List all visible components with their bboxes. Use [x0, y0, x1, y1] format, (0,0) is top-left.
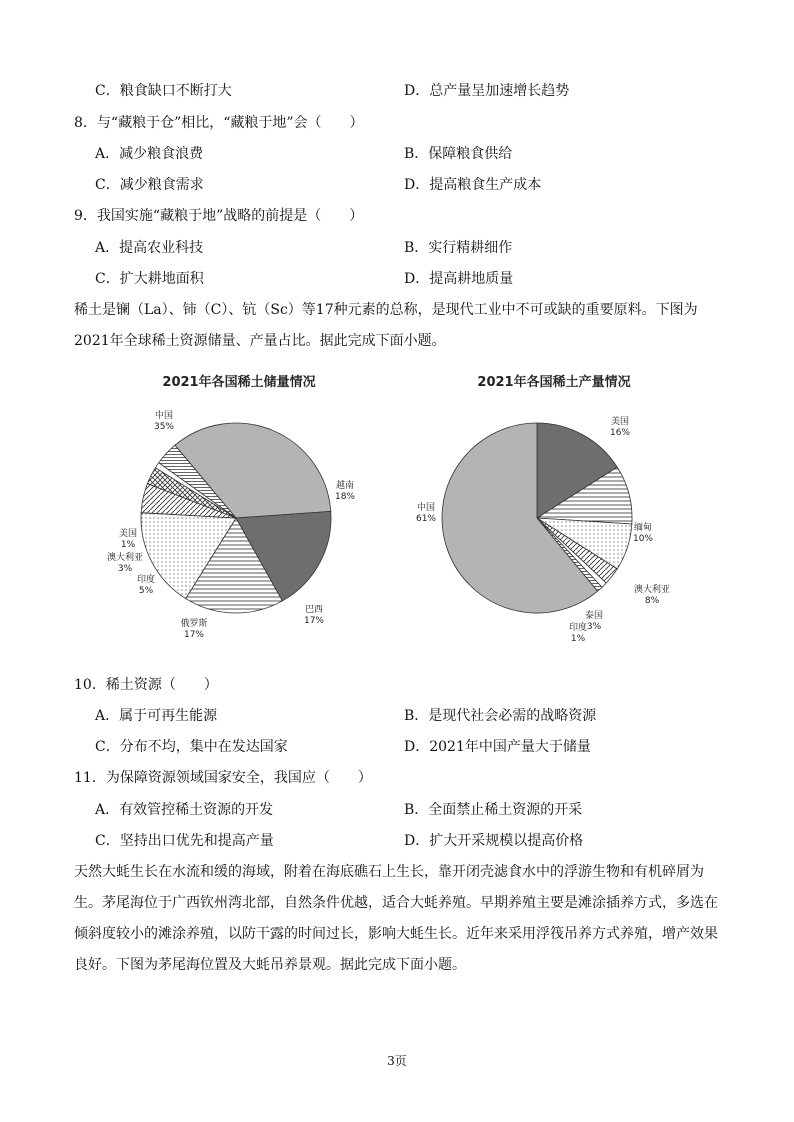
- pie-label-印度: 印度 1%: [568, 623, 588, 644]
- q9-option-c: C．扩大耕地面积: [95, 271, 204, 287]
- output-chart-title: 2021年各国稀土产量情况: [477, 375, 631, 390]
- page-number: 3页: [387, 1054, 407, 1068]
- q8-option-c: C．减少粮食需求: [95, 177, 204, 193]
- pie-label-印度: 印度 5%: [136, 575, 156, 596]
- reserve-chart-title: 2021年各国稀土储量情况: [162, 375, 316, 390]
- q7-option-c: C．粮食缺口不断打大: [95, 83, 232, 99]
- pie-label-中国: 中国 61%: [415, 503, 437, 524]
- rare-earth-pie-charts: [0, 360, 794, 660]
- reserve-pie: [107, 409, 355, 640]
- q11-option-b: B．全面禁止稀土资源的开采: [404, 802, 583, 818]
- pie-label-泰国: 泰国 3%: [584, 611, 604, 632]
- q11-option-d: D．扩大开采规模以提高价格: [404, 833, 584, 849]
- q9-option-b: B．实行精耕细作: [404, 240, 513, 256]
- pie-label-中国: 中国 35%: [153, 411, 175, 432]
- pie-label-澳大利亚: 澳大利亚 8%: [633, 585, 671, 606]
- q11-option-c: C．坚持出口优先和提高产量: [95, 833, 274, 849]
- q11-stem: 11．为保障资源领域国家安全，我国应（ ）: [74, 770, 372, 786]
- q8-option-b: B．保障粮食供给: [404, 146, 513, 162]
- q10-option-b: B．是现代社会必需的战略资源: [404, 708, 597, 724]
- pie-label-俄罗斯: 俄罗斯 17%: [180, 619, 208, 640]
- q9-stem: 9．我国实施“藏粮于地”战略的前提是（ ）: [74, 208, 364, 224]
- q10-option-d: D．2021年中国产量大于储量: [404, 739, 591, 755]
- q11-option-a: A．有效管控稀土资源的开发: [95, 802, 274, 818]
- q8-option-d: D．提高粮食生产成本: [404, 177, 542, 193]
- pie-label-越南: 越南 18%: [334, 481, 356, 502]
- q10-stem: 10．稀土资源（ ）: [74, 677, 218, 693]
- pie-label-美国: 美国 1%: [118, 529, 138, 550]
- q8-option-a: A．减少粮食浪费: [95, 146, 204, 162]
- pie-label-美国: 美国 16%: [609, 417, 631, 438]
- q7-option-d: D．总产量呈加速增长趋势: [404, 83, 570, 99]
- pie-label-缅甸: 缅甸 10%: [632, 523, 654, 544]
- q9-option-d: D．提高耕地质量: [404, 271, 514, 287]
- output-pie: [416, 415, 670, 644]
- rare-earth-passage: 稀土是镧（La）、铈（C）、钪（Sc）等17种元素的总称，是现代工业中不可或缺的重要原料。下图为2021年全球稀土资源储量、产量占比。据此完成下面小题。: [74, 302, 698, 349]
- q10-option-c: C．分布不均，集中在发达国家: [95, 739, 288, 755]
- oyster-passage: 天然大蚝生长在水流和缓的海域，附着在海底礁石上生长，靠开闭壳滤食水中的浮游生物和有机碎屑为生。茅尾海位于广西钦州湾北部，自然条件优越，适合大蚝养殖。早期养殖主要是滩涂插养方式，多选在倾斜度较小的滩涂养殖，以防干露的时间过长，影响大蚝生长。近年来采用浮筏吊养方式养殖，增产效果良好。下图为茅尾海位置及大蚝吊养景观。据此完成下面小题。: [74, 864, 718, 973]
- q9-option-a: A．提高农业科技: [95, 240, 204, 256]
- q8-stem: 8．与“藏粮于仓”相比，“藏粮于地”会（ ）: [74, 115, 364, 131]
- pie-label-巴西: 巴西 17%: [303, 605, 325, 626]
- pie-label-澳大利亚: 澳大利亚 3%: [106, 553, 144, 574]
- q10-option-a: A．属于可再生能源: [95, 708, 218, 724]
